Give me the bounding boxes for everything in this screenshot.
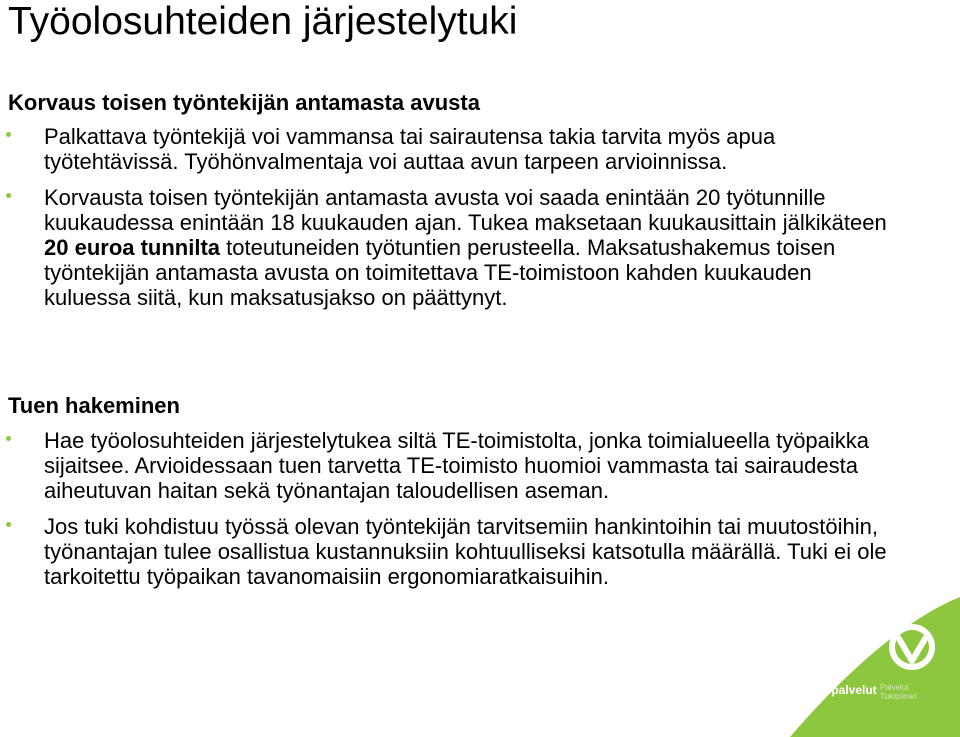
bullet-dot-icon	[6, 193, 11, 198]
slide-title: Työolosuhteiden järjestelytuki	[8, 0, 518, 43]
bullet-text: Jos tuki kohdistuu työssä olevan työntekijän tarvitsemiin hankintoihin tai muutostöihin, työnantajan tulee osallistua kustannuksiin kohtuulliseksi katsotulla määrällä. Tuki ei ole tarkoitettu työpaikan tavanomaisiin ergonomiaratkaisuihin.	[44, 514, 887, 589]
bullet-dot-icon	[6, 132, 11, 137]
list-item	[0, 185, 900, 310]
bullet-dot-icon	[6, 522, 11, 527]
list-item	[0, 124, 900, 174]
list-item	[0, 428, 900, 503]
logo-tagline: Palvelut Tukitoimet	[880, 683, 917, 701]
bullet-dot-icon	[6, 436, 11, 441]
bullet-list-korvaus	[0, 124, 900, 310]
bullet-text-end: toteutuneiden työtuntien perusteella. Maksatushakemus toisen työntekijän antamasta avusta on toimitettava TE-toimistoon kahden kuukauden kuluessa siitä, kun maksatusjakso on päättynyt.	[44, 235, 836, 310]
bullet-list-hakeminen	[0, 428, 900, 589]
bullet-text: Hae työolosuhteiden järjestelytukea siltä TE-toimistolta, jonka toimialueella työpaikka sijaitsee. Arvioidessaan tuen tarvetta TE-toimisto huomioi vammasta tai sairaudesta aiheutuvan haitan sekä työnantajan taloudellisen aseman.	[44, 428, 870, 503]
section-heading-korvaus: Korvaus toisen työntekijän antamasta avusta	[8, 90, 480, 115]
bullet-text-start: Korvausta toisen työntekijän antamasta avusta voi saada enintään 20 työtunnille kuukaudessa enintään 18 kuukauden ajan. Tukea maksetaan kuukausittain jälkikäteen	[44, 185, 887, 235]
logo-name: TE-palvelut	[812, 683, 877, 697]
bullet-text: Palkattava työntekijä voi vammansa tai sairautensa takia tarvita myös apua työtehtävissä. Työhönvalmentaja voi auttaa avun tarpeen arvioinnissa.	[44, 124, 776, 174]
list-item	[0, 514, 900, 589]
green-corner-decoration	[790, 597, 960, 737]
bullet-text-bold: 20 euroa tunnilta	[44, 235, 221, 260]
section-heading-tuen-hakeminen: Tuen hakeminen	[8, 393, 180, 418]
